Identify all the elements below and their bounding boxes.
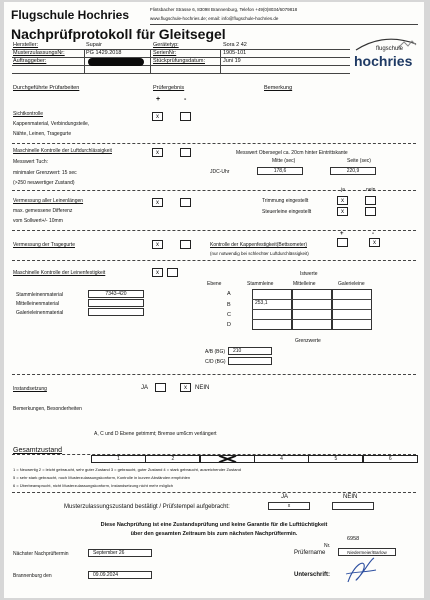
col-bemerkung: Bemerkung (264, 85, 293, 91)
ja-header: ja (341, 187, 345, 193)
trimmung-nein-checkbox[interactable] (365, 196, 376, 205)
protocol-sheet: Flugschule Hochries Flintsbacher Strasse 6, 83098 Brannenburg, Telefon +49(0)8034/6079818 www.flugschule-hochries.de; email: info@flugschule-hochries.de Nachprüfprotokoll für Gleitsegel flugschule hochries Hersteller: Supair Gerätetyp: Sora 2 42 MusterzulassungsNr: PG 1429.2018 SerienNr: 1905-101 Auftraggeber: Stückprüfungsdatum: Juni 19 Durchgeführte Prüfarbeiten Prüfergebnis Bemerkung + - Sichtkontrolle Kappenmaterial, Verbindungsteile, Nähte, Leinen, Tragegurte x Maschinelle Kontrolle der Luftdurchlässigkeit x Messwert Obersegel ca. 20cm hinter Eintrittskante Messwert Tuch: Mitte (sec) Seite (sec) minimaler Grenzwert: 15 sec JDC-Uhr 178,6 220,9 (>250 neuwertiger Zustand) Vermessung aller Leinenlängen x ja nein max. gemessene Differenz Trimmung eingestellt x Steuerleine eingestellt x vom Sollwert+/- 10mm Vermessung der Tragegurte x Kontrolle der Kappenfestigkeit(Bettsometer) (nur notwendig bei schlechter Luftdurchlässigkeit) + - x Maschinelle Kontrolle der Leinenfestigkeit x Istwerte Ebene Stammleine Mittelleine Galerieleine Stammleinenmaterial 7343-420 Mittelleinenmaterial Galerieleinenmaterial A B C D 253,1 Grenzwerte A/B (BG) 210 C/D (BG) Instandsetzung JA x NEIN Bemerkungen, Besonderheiten A, C und D Ebene getrimmt; Bremse um6cm verlängert Gesamtzustand 1 = Neuwertig 2 = leicht gebraucht, sehr guter Zustand 3 = gebraucht, guter Zustand 4 = stark gebraucht, ausreichender Zustand 5 = sehr stark gebraucht, noch Musterzulassungskonform, Kontrolle in kurzen Abständen empfohlen 6 = Überbeansprucht, nicht Musterzulassungskonform, Instandsetzung nicht mehr möglich JA NEIN Musterzulassungszustand bestätigt / Prüfstempel aufgebracht: x Diese Nachprüfung ist eine Zustandsprüfung und keine Garantie für die Lufttüchtigkeit über den gesamten Zeitraum bis zum nächsten Nachprüftermin. Nr. 6958 Nächster Nachprüftermin September 26 Prüfername Niedermeier/Barlow Brannenburg den 09.09.2024 Unterschrift: 1 2 4 5 6 (4, 2, 424, 598)
vermessung-line1: max. gemessene Differenz (13, 208, 73, 214)
luft-title: Maschinelle Kontrolle der Luftdurchlässigkeit (13, 148, 112, 154)
section-divider (12, 143, 416, 144)
stamm-material-label: Stammleinenmaterial (16, 292, 63, 298)
col-durchgefuehrt: Durchgeführte Prüfarbeiten (13, 85, 80, 91)
stueck-label: Stückprüfungsdatum: (153, 58, 205, 64)
sicht-plus-checkbox[interactable]: x (152, 112, 163, 121)
steuer-nein-checkbox[interactable] (365, 207, 376, 216)
kappen-plus-checkbox[interactable] (337, 238, 348, 247)
plus-header: + (156, 96, 161, 103)
redacted-client-name (88, 58, 144, 66)
tragegurte-plus-checkbox[interactable]: x (152, 240, 163, 249)
istwerte-header: Istwerte (300, 271, 318, 277)
mittelleine-header: Mittelleine (293, 281, 316, 287)
muster-ja-label: JA (281, 494, 289, 500)
sicht-minus-checkbox[interactable] (180, 112, 191, 121)
bemerkungen-title: Bemerkungen, Besonderheiten (13, 406, 82, 412)
trimmung-ja-checkbox[interactable]: x (337, 196, 348, 205)
serien-value: 1905-101 (223, 50, 247, 56)
pruefername-label: Prüfername (294, 550, 326, 556)
muster-label: MusterzulassungsNr: (13, 50, 65, 56)
luft-mitte-label: Mitte (sec) (272, 158, 296, 164)
vermessung-plus-checkbox[interactable]: x (152, 198, 163, 207)
naechster-value[interactable]: September 26 (88, 549, 152, 557)
instand-title: Instandsetzung (13, 386, 47, 392)
ebene-header: Ebene (207, 281, 222, 287)
luft-seite-label: Seite (sec) (347, 158, 371, 164)
geraetetyp-label: Gerätetyp: (153, 42, 179, 48)
condition-option-3[interactable] (200, 455, 255, 463)
luft-jdc: JDC-Uhr (210, 169, 230, 175)
muster-nein-label: NEIN (343, 494, 358, 500)
vermessung-line2: vom Sollwert+/- 10mm (13, 218, 63, 224)
luft-plus-checkbox[interactable]: x (152, 148, 163, 157)
grenzwerte-header: Grenzwerte (295, 338, 321, 344)
muster-ja-checkbox[interactable]: x (268, 502, 310, 510)
steuer-label: Steuerleine eingestellt (262, 209, 312, 215)
galerieleine-header: Galerieleine (338, 281, 365, 287)
stammleine-header: Stammleine (247, 281, 274, 287)
kappen-title: Kontrolle der Kappenfestigkeit(Bettsometer) (210, 242, 307, 248)
disclaimer-line1: Diese Nachprüfung ist eine Zustandsprüfung und keine Garantie für die Lufttüchtigkeit (100, 522, 328, 528)
muster-nein-checkbox[interactable] (332, 502, 374, 510)
kappen-plus-header: + (340, 231, 344, 237)
condition-option-5[interactable]: 5 (308, 455, 363, 463)
company-web: www.flugschule-hochries.de; email: info@flugschule-hochries.de (150, 16, 279, 21)
ebene-a: A (227, 291, 231, 297)
unterschrift-label: Unterschrift: (294, 572, 331, 578)
instand-nein-checkbox[interactable]: x (180, 383, 191, 392)
auftraggeber-label: Auftraggeber: (13, 58, 47, 64)
col-ergebnis: Prüfergebnis (153, 85, 185, 91)
luft-line3: (>250 neuwertiger Zustand) (13, 180, 75, 186)
pruefername-value[interactable]: Niedermeier/Barlow (338, 548, 396, 556)
leinen-plus-checkbox[interactable]: x (152, 268, 163, 277)
cd-label: C/D (BG) (205, 359, 226, 365)
tragegurte-title: Vermessung der Tragegurte (13, 242, 75, 248)
kappen-minus-header: - (372, 231, 374, 237)
sicht-title: Sichtkontrolle (13, 111, 44, 117)
instand-ja-label: JA (141, 385, 149, 391)
tragegurte-minus-checkbox[interactable] (180, 240, 191, 249)
hersteller-value: Supair (86, 42, 102, 48)
gesamt-legend-1: 1 = Neuwertig 2 = leicht gebraucht, sehr guter Zustand 3 = gebraucht, guter Zustand 4 = stark gebraucht, ausreichender Zustand (13, 467, 241, 472)
trimmung-label: Trimmung eingestellt (262, 198, 309, 204)
geraetetyp-value: Sora 2 42 (223, 42, 247, 48)
ebene-d: D (227, 322, 231, 328)
condition-option-2[interactable]: 2 (145, 455, 200, 463)
naechster-label: Nächster Nachprüftermin (13, 551, 69, 557)
galerie-material-label: Galerieleinenmaterial (16, 310, 64, 316)
page-title: Nachprüfprotokoll für Gleitsegel (11, 26, 226, 42)
section-divider (12, 230, 416, 231)
sicht-line2: Nähte, Leinen, Tragegurte (13, 131, 72, 137)
company-address: Flintsbacher Strasse 6, 83098 Brannenburg, Telefon +49(0)8034/6079818 (150, 7, 298, 12)
luft-line2: minimaler Grenzwert: 15 sec (13, 170, 77, 176)
nein-header: nein (366, 187, 376, 193)
nr-label: Nr. (324, 543, 331, 549)
stamm-b-value: 253,1 (255, 300, 268, 306)
mittel-material-value[interactable] (88, 299, 144, 307)
instand-ja-checkbox[interactable] (155, 383, 166, 392)
hersteller-label: Hersteller: (13, 42, 39, 48)
gesamt-title: Gesamtzustand (13, 447, 63, 454)
ebene-b: B (227, 302, 231, 308)
mittel-material-label: Mittelleinenmaterial (16, 301, 60, 307)
stamm-material-value[interactable]: 7343-420 (88, 290, 144, 298)
ort-label: Brannenburg den (13, 573, 52, 579)
ebene-c: C (227, 312, 231, 318)
condition-option-4[interactable]: 4 (254, 455, 309, 463)
sicht-line1: Kappenmaterial, Verbindungsteile, (13, 121, 90, 127)
kappen-subtitle: (nur notwendig bei schlechter Luftdurchlässigkeit) (210, 251, 309, 256)
condition-selected-mark (201, 456, 254, 462)
company-name: Flugschule Hochries (11, 8, 130, 22)
condition-option-1[interactable]: 1 (91, 455, 146, 463)
cd-value[interactable] (228, 357, 272, 365)
section-divider (12, 374, 416, 375)
vermessung-minus-checkbox[interactable] (180, 198, 191, 207)
minus-header: - (184, 96, 187, 103)
luft-minus-checkbox[interactable] (180, 148, 191, 157)
muster-value: PG 1429.2018 (86, 50, 122, 56)
section-divider (12, 260, 416, 261)
leinen-minus-checkbox[interactable] (167, 268, 178, 277)
leinen-title: Maschinelle Kontrolle der Leinenfestigkeit (13, 270, 106, 276)
galerie-material-value[interactable] (88, 308, 144, 316)
vermessung-title: Vermessung aller Leinenlängen (13, 198, 84, 204)
datum-value[interactable]: 09.09.2024 (88, 571, 152, 579)
bemerkungen-text: A, C und D Ebene getrimmt; Bremse um6cm verlängert (94, 431, 217, 437)
disclaimer-line2: über den gesamten Zeitraum bis zum nächsten Nachprüftermin. (130, 531, 298, 537)
luft-line1: Messwert Tuch: (13, 159, 49, 165)
instand-nein-label: NEIN (195, 385, 210, 391)
gesamt-legend-2: 5 = sehr stark gebraucht, noch Musterzulassungskonform, Kontrolle in kurzen Abständen empfohlen (13, 475, 191, 480)
condition-option-6[interactable]: 6 (363, 455, 418, 463)
ab-label: A/B (BG) (205, 349, 226, 355)
muster-text: Musterzulassungszustand bestätigt / Prüfstempel aufgebracht: (64, 504, 230, 510)
section-divider (12, 492, 416, 493)
luft-seite-value[interactable]: 220,9 (330, 167, 376, 175)
kappen-minus-checkbox[interactable]: x (369, 238, 380, 247)
nr-value: 6958 (347, 536, 360, 542)
serien-label: SerienNr: (153, 50, 177, 56)
gesamt-legend-3: 6 = Überbeansprucht, nicht Musterzulassungskonform, Instandsetzung nicht mehr möglich (13, 483, 173, 488)
steuer-ja-checkbox[interactable]: x (337, 207, 348, 216)
header-divider (150, 24, 418, 25)
luft-mitte-value[interactable]: 178,6 (257, 167, 303, 175)
stueck-value: Juni 19 (223, 58, 241, 64)
luft-note: Messwert Obersegel ca. 20cm hinter Eintrittskante (236, 150, 348, 156)
ab-value[interactable]: 210 (228, 347, 272, 355)
